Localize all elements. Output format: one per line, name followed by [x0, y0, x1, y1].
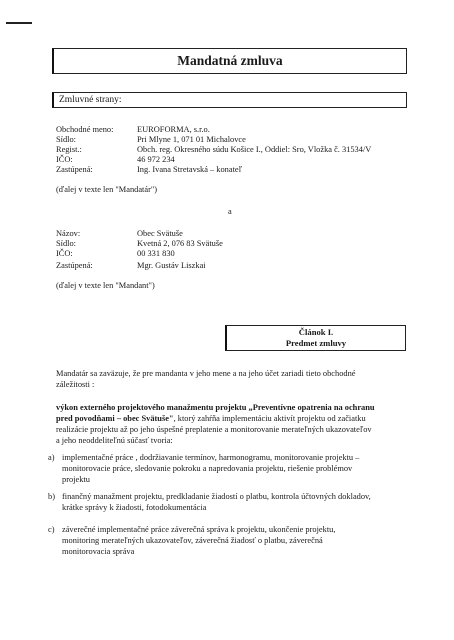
article-name: Predmet zmluvy: [285, 338, 347, 348]
mandant-value-seat: Kvetná 2, 076 83 Svätuše: [137, 239, 223, 248]
item-a-letter: a): [48, 453, 55, 462]
document-title: Mandatná zmluva: [177, 53, 283, 68]
item-c-line-3: monitorovacia správa: [62, 547, 135, 556]
article-number: Článok I.: [298, 327, 334, 337]
mandant-label-rep: Zastúpená:: [56, 261, 93, 270]
item-b-line-2: krátke správy k žiadosti, fotodokumentácia: [62, 503, 207, 512]
mandatar-value-ico: 46 972 234: [137, 155, 175, 164]
mandant-alias: (ďalej v texte len "Mandant"): [56, 281, 155, 290]
parties-box: [52, 92, 407, 108]
mandant-label-name: Názov:: [56, 229, 81, 238]
item-c-line-2: monitoring merateľných ukazovateľov, záverečná žiadosť o platbu, záverečná: [62, 536, 323, 545]
mandatar-value-register: Obch. reg. Okresného súdu Košice I., Oddiel: Sro, Vložka č. 31534/V: [137, 145, 372, 154]
scope-line-1: výkon externého projektového manažmentu projektu „Preventívne opatrenia na ochranu: [56, 403, 375, 412]
mandatar-label-seat: Sídlo:: [56, 135, 77, 144]
mandatar-label-register: Regist.:: [56, 145, 82, 154]
item-b-line-1: finančný manažment projektu, predkladanie žiadostí o platbu, kontrola účtovných dokladov,: [62, 492, 371, 501]
scope-line-2-bold: pred povodňami – obec Svätuše": [56, 414, 174, 423]
item-a-line-3: projektu: [62, 475, 90, 484]
mandatar-label-rep: Zastúpená:: [56, 165, 93, 174]
item-c-letter: c): [48, 525, 55, 534]
mandatar-value-rep: Ing. Ivana Stretavská – konateľ: [137, 165, 243, 174]
mandatar-label-ico: IČO:: [56, 155, 73, 164]
article-box: [225, 325, 406, 351]
mandant-label-seat: Sídlo:: [56, 239, 77, 248]
scope-line-2: [56, 414, 366, 425]
mandatar-value-seat: Pri Mlyne 1, 071 01 Michalovce: [137, 135, 246, 144]
item-c-line-1: záverečné implementačné práce záverečná správa k projektu, ukončenie projektu,: [62, 525, 336, 534]
conjunction: a: [228, 207, 232, 216]
scan-mark: [6, 22, 32, 24]
title-box: [52, 48, 407, 74]
scope-line-3: realizácie projektu až po jeho úspešné preplatenie a monitorovanie merateľných ukazovateľov: [56, 425, 372, 434]
mandant-value-rep: Mgr. Gustáv Liszkai: [137, 261, 206, 270]
mandatar-value-name: EUROFORMA, s.r.o.: [137, 125, 210, 134]
mandant-label-ico: IČO:: [56, 249, 73, 258]
scope-line-2-rest: , ktorý zahŕňa implementáciu aktivít projektu od začiatku: [173, 414, 366, 423]
item-a-line-1: implementačné práce , dodržiavanie termínov, harmonogramu, monitorovanie projektu –: [62, 453, 360, 462]
item-b-letter: b): [48, 492, 55, 501]
mandatar-label-name: Obchodné meno:: [56, 125, 114, 134]
mandant-value-ico: 00 331 830: [137, 249, 175, 258]
parties-label: Zmluvné strany:: [59, 95, 122, 105]
mandant-value-name: Obec Svätuše: [137, 229, 183, 238]
mandatar-alias: (ďalej v texte len "Mandatár"): [56, 185, 158, 194]
item-a-line-2: monitorovacie práce, sledovanie pokroku a napredovania projektu, riešenie problémov: [62, 464, 353, 473]
scope-line-4: a jeho neoddeliteľnú súčasť tvoria:: [56, 436, 173, 445]
intro-line-1: Mandatár sa zaväzuje, že pre mandanta v jeho mene a na jeho účet zariadi tieto obchodné: [56, 369, 356, 378]
intro-line-2: záležitosti :: [56, 380, 95, 389]
